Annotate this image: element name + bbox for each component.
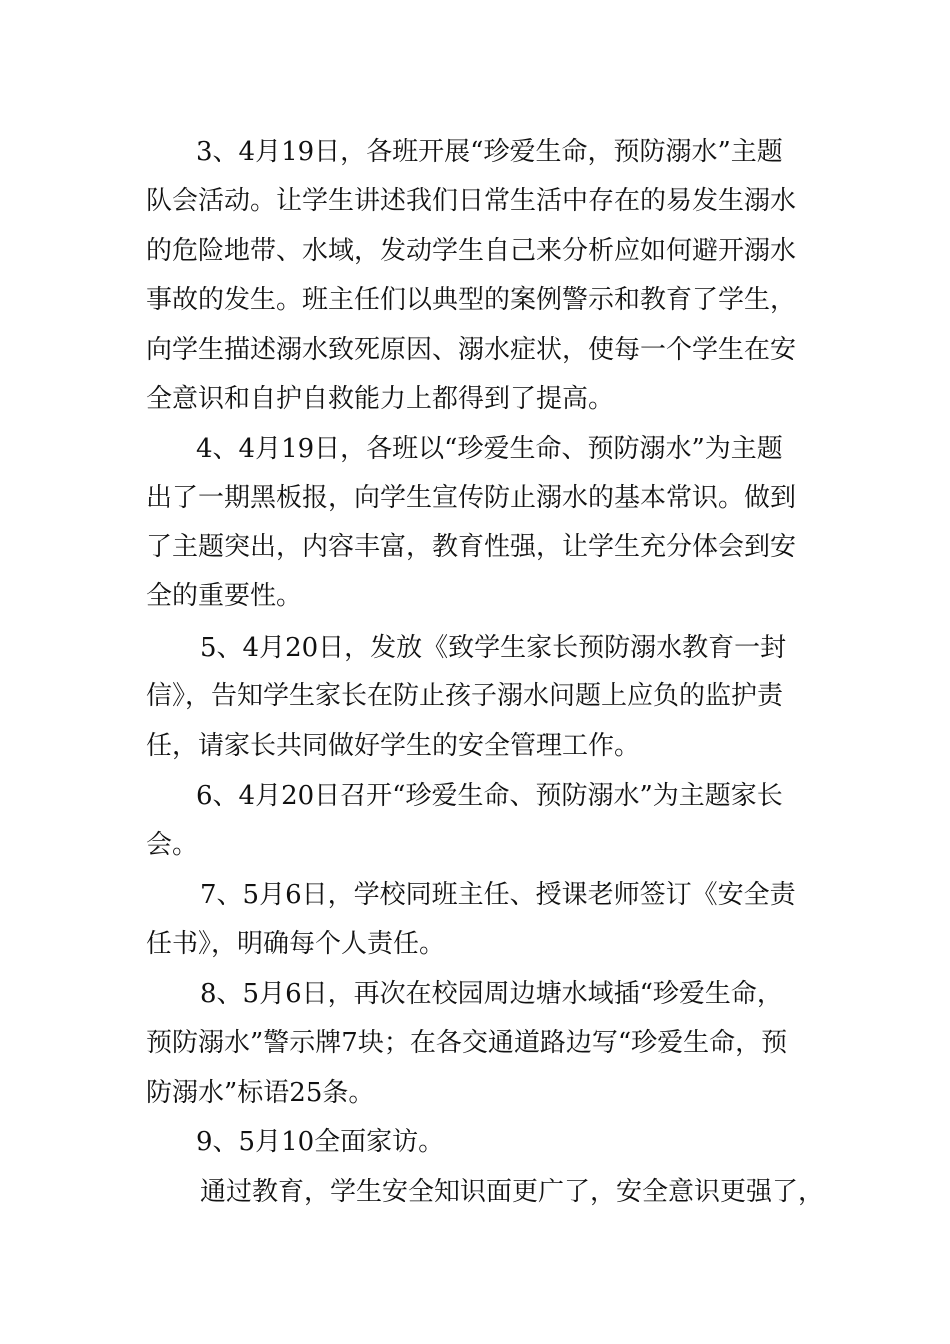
paragraph-7-line-2: 任书》，明确每个人责任。: [146, 929, 446, 959]
paragraph-5-line-3: 任，请家长共同做好学生的安全管理工作。: [146, 731, 641, 761]
paragraph-4-line-1: 4、4月19日，各班以“珍爱生命、预防溺水”为主题: [196, 434, 783, 464]
paragraph-6-line-2: 会。: [146, 830, 199, 860]
paragraph-4-line-2: 出了一期黑板报，向学生宣传防止溺水的基本常识。做到: [146, 483, 797, 513]
paragraph-5-line-1: 5、4月20日，发放《致学生家长预防溺水教育一封: [200, 633, 787, 663]
paragraph-summary-line-1: 通过教育，学生安全知识面更广了，安全意识更强了，: [200, 1177, 825, 1207]
paragraph-3-line-4: 事故的发生。班主任们以典型的案例警示和教育了学生，: [146, 285, 797, 315]
paragraph-4-line-3: 了主题突出，内容丰富，教育性强，让学生充分体会到安: [146, 532, 797, 562]
paragraph-6-line-1: 6、4月20日召开“珍爱生命、预防溺水”为主题家长: [196, 781, 783, 811]
paragraph-4-line-4: 全的重要性。: [146, 581, 303, 611]
paragraph-3-line-3: 的危险地带、水域，发动学生自己来分析应如何避开溺水: [146, 236, 797, 266]
paragraph-3-line-2: 队会活动。让学生讲述我们日常生活中存在的易发生溺水: [146, 186, 797, 216]
paragraph-8-line-1: 8、5月6日，再次在校园周边塘水域插“珍爱生命，: [200, 979, 783, 1009]
paragraph-9-line-1: 9、5月10全面家访。: [196, 1127, 445, 1157]
paragraph-3-line-1: 3、4月19日，各班开展“珍爱生命，预防溺水”主题: [196, 137, 783, 167]
paragraph-3-line-5: 向学生描述溺水致死原因、溺水症状，使每一个学生在安: [146, 335, 797, 365]
paragraph-5-line-2: 信》，告知学生家长在防止孩子溺水问题上应负的监护责: [146, 681, 784, 711]
paragraph-8-line-2: 预防溺水”警示牌7块；在各交通道路边写“珍爱生命，预: [146, 1028, 788, 1058]
paragraph-7-line-1: 7、5月6日，学校同班主任、授课老师签订《安全责: [200, 880, 796, 910]
paragraph-8-line-3: 防溺水”标语25条。: [146, 1078, 375, 1108]
paragraph-3-line-6: 全意识和自护自救能力上都得到了提高。: [146, 384, 615, 414]
